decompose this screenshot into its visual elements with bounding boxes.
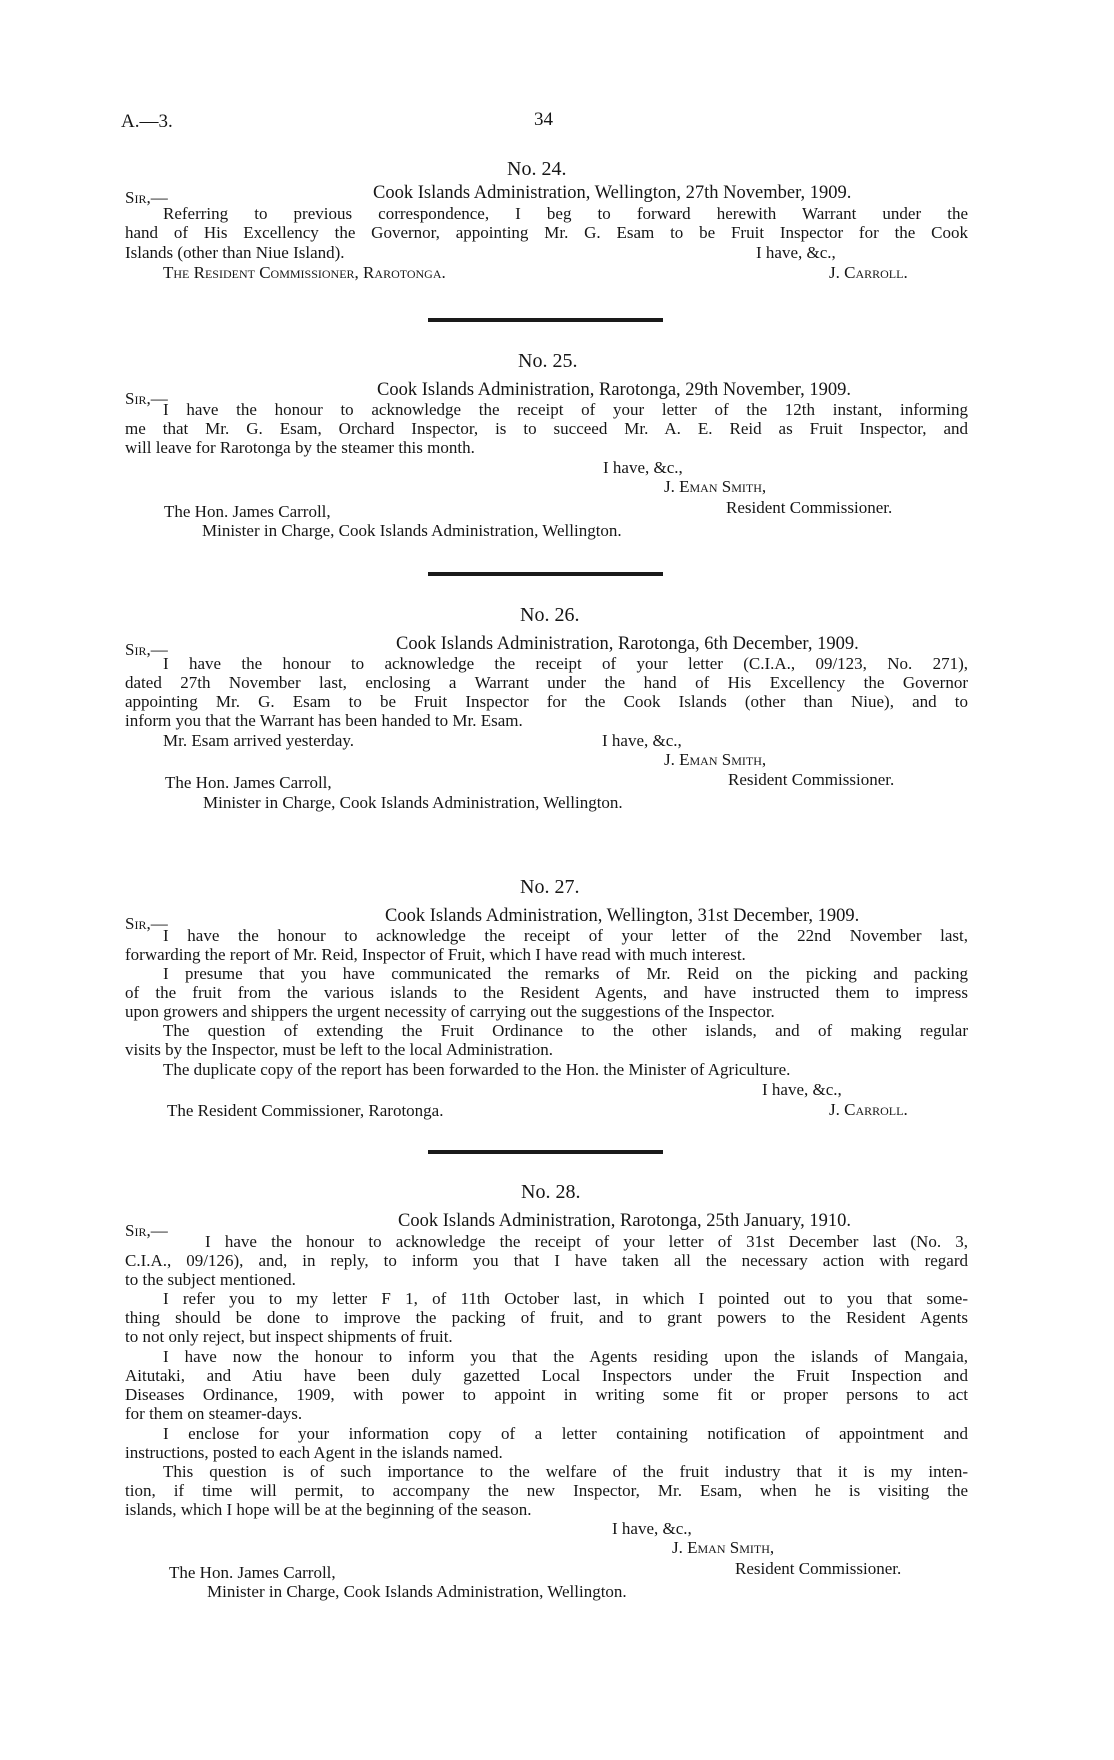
body-line: thing should be done to improve the packing of fruit, and to grant powers to the Resident Agents — [125, 1308, 968, 1327]
signature: J. Carroll. — [829, 1100, 908, 1119]
dateline: Cook Islands Administration, Rarotonga, 6th December, 1909. — [396, 634, 859, 654]
body-line: Islands (other than Niue Island). — [125, 243, 345, 262]
page-number: 34 — [534, 109, 553, 130]
body-line: tion, if time will permit, to accompany the new Inspector, Mr. Esam, when he is visiting the — [125, 1481, 968, 1500]
body-line: will leave for Rarotonga by the steamer this month. — [125, 438, 475, 457]
body-line: appointing Mr. G. Esam to be Fruit Inspector for the Cook Islands (other than Niue), and to — [125, 692, 968, 711]
salutation: Sir,— — [125, 1221, 168, 1240]
body-line: The question of extending the Fruit Ordinance to the other islands, and of making regular — [163, 1021, 968, 1040]
dateline: Cook Islands Administration, Rarotonga, 25th January, 1910. — [398, 1211, 852, 1231]
closing: I have, &c., — [602, 731, 682, 750]
signature-title: Resident Commissioner. — [726, 498, 893, 517]
dateline: Cook Islands Administration, Rarotonga, 29th November, 1909. — [377, 380, 852, 400]
closing: I have, &c., — [612, 1519, 692, 1538]
body-line: me that Mr. G. Esam, Orchard Inspector, is to succeed Mr. A. E. Reid as Fruit Inspector, and — [125, 419, 968, 438]
signature: J. Carroll. — [829, 263, 908, 282]
letter-number: No. 25. — [518, 350, 578, 372]
body-line: The duplicate copy of the report has been forwarded to the Hon. the Minister of Agriculture. — [163, 1060, 791, 1079]
salutation: Sir,— — [125, 914, 168, 933]
series-label: A.—3. — [121, 111, 173, 132]
body-line: This question is of such importance to the welfare of the fruit industry that it is my inten- — [163, 1462, 968, 1481]
body-line: Aitutaki, and Atiu have been duly gazetted Local Inspectors under the Fruit Inspection and — [125, 1366, 968, 1385]
addressee: The Hon. James Carroll, — [164, 502, 331, 521]
signature: J. Eman Smith, — [664, 477, 767, 496]
body-line: I have the honour to acknowledge the receipt of your letter of 31st December last (No. 3, — [205, 1232, 968, 1251]
body-line: forwarding the report of Mr. Reid, Inspector of Fruit, which I have read with much interest. — [125, 945, 746, 964]
signature-title: Resident Commissioner. — [728, 770, 895, 789]
body-line: I enclose for your information copy of a letter containing notification of appointment and — [163, 1424, 968, 1443]
body-line: to not only reject, but inspect shipments of fruit. — [125, 1327, 453, 1346]
addressee-line2: Minister in Charge, Cook Islands Administration, Wellington. — [207, 1582, 627, 1601]
letter-number: No. 28. — [521, 1181, 581, 1203]
signature: J. Eman Smith, — [672, 1538, 775, 1557]
body-line: dated 27th November last, enclosing a Warrant under the hand of His Excellency the Governor — [125, 673, 968, 692]
letter-number: No. 27. — [520, 876, 580, 898]
addressee-line2: Minister in Charge, Cook Islands Administration, Wellington. — [202, 521, 622, 540]
body-line: I have the honour to acknowledge the receipt of your letter (C.I.A., 09/123, No. 271), — [163, 654, 968, 673]
addressee: The Resident Commissioner, Rarotonga. — [167, 1101, 444, 1120]
addressee-line2: Minister in Charge, Cook Islands Administration, Wellington. — [203, 793, 623, 812]
body-line: I refer you to my letter F 1, of 11th October last, in which I pointed out to you that some- — [163, 1289, 968, 1308]
closing: I have, &c., — [603, 458, 683, 477]
body-line: Referring to previous correspondence, I beg to forward herewith Warrant under the — [163, 204, 968, 223]
body-line: hand of His Excellency the Governor, appointing Mr. G. Esam to be Fruit Inspector for the Cook — [125, 223, 968, 242]
addressee: The Hon. James Carroll, — [165, 773, 332, 792]
section-divider — [428, 572, 663, 576]
section-divider — [428, 318, 663, 322]
body-line: of the fruit from the various islands to the Resident Agents, and have instructed them to impress — [125, 983, 968, 1002]
signature-title: Resident Commissioner. — [735, 1559, 902, 1578]
body-line: I presume that you have communicated the remarks of Mr. Reid on the picking and packing — [163, 964, 968, 983]
dateline: Cook Islands Administration, Wellington, 27th November, 1909. — [373, 183, 852, 203]
body-line: C.I.A., 09/126), and, in reply, to inform you that I have taken all the necessary action with regard — [125, 1251, 968, 1270]
body-line: I have the honour to acknowledge the receipt of your letter of the 22nd November last, — [163, 926, 968, 945]
closing: I have, &c., — [756, 243, 836, 262]
addressee: The Hon. James Carroll, — [169, 1563, 336, 1582]
body-line: inform you that the Warrant has been handed to Mr. Esam. — [125, 711, 523, 730]
body-line: to the subject mentioned. — [125, 1270, 296, 1289]
salutation: Sir,— — [125, 389, 168, 408]
dateline: Cook Islands Administration, Wellington, 31st December, 1909. — [385, 906, 860, 926]
body-line: I have now the honour to inform you that the Agents residing upon the islands of Mangaia, — [163, 1347, 968, 1366]
body-line: I have the honour to acknowledge the receipt of your letter of the 12th instant, informing — [163, 400, 968, 419]
body-line: Diseases Ordinance, 1909, with power to appoint in writing some fit or proper persons to act — [125, 1385, 968, 1404]
addressee: The Resident Commissioner, Rarotonga. — [163, 263, 446, 282]
body-line: for them on steamer-days. — [125, 1404, 303, 1423]
body-line: instructions, posted to each Agent in the islands named. — [125, 1443, 503, 1462]
letter-number: No. 24. — [507, 158, 567, 180]
closing: I have, &c., — [762, 1080, 842, 1099]
salutation: Sir,— — [125, 640, 168, 659]
signature: J. Eman Smith, — [664, 750, 767, 769]
salutation: Sir,— — [125, 188, 168, 207]
body-line: islands, which I hope will be at the beginning of the season. — [125, 1500, 532, 1519]
body-line: visits by the Inspector, must be left to the local Administration. — [125, 1040, 554, 1059]
section-divider — [428, 1150, 663, 1154]
body-line: upon growers and shippers the urgent necessity of carrying out the suggestions of the Inspector. — [125, 1002, 775, 1021]
body-line: Mr. Esam arrived yesterday. — [163, 731, 355, 750]
letter-number: No. 26. — [520, 604, 580, 626]
